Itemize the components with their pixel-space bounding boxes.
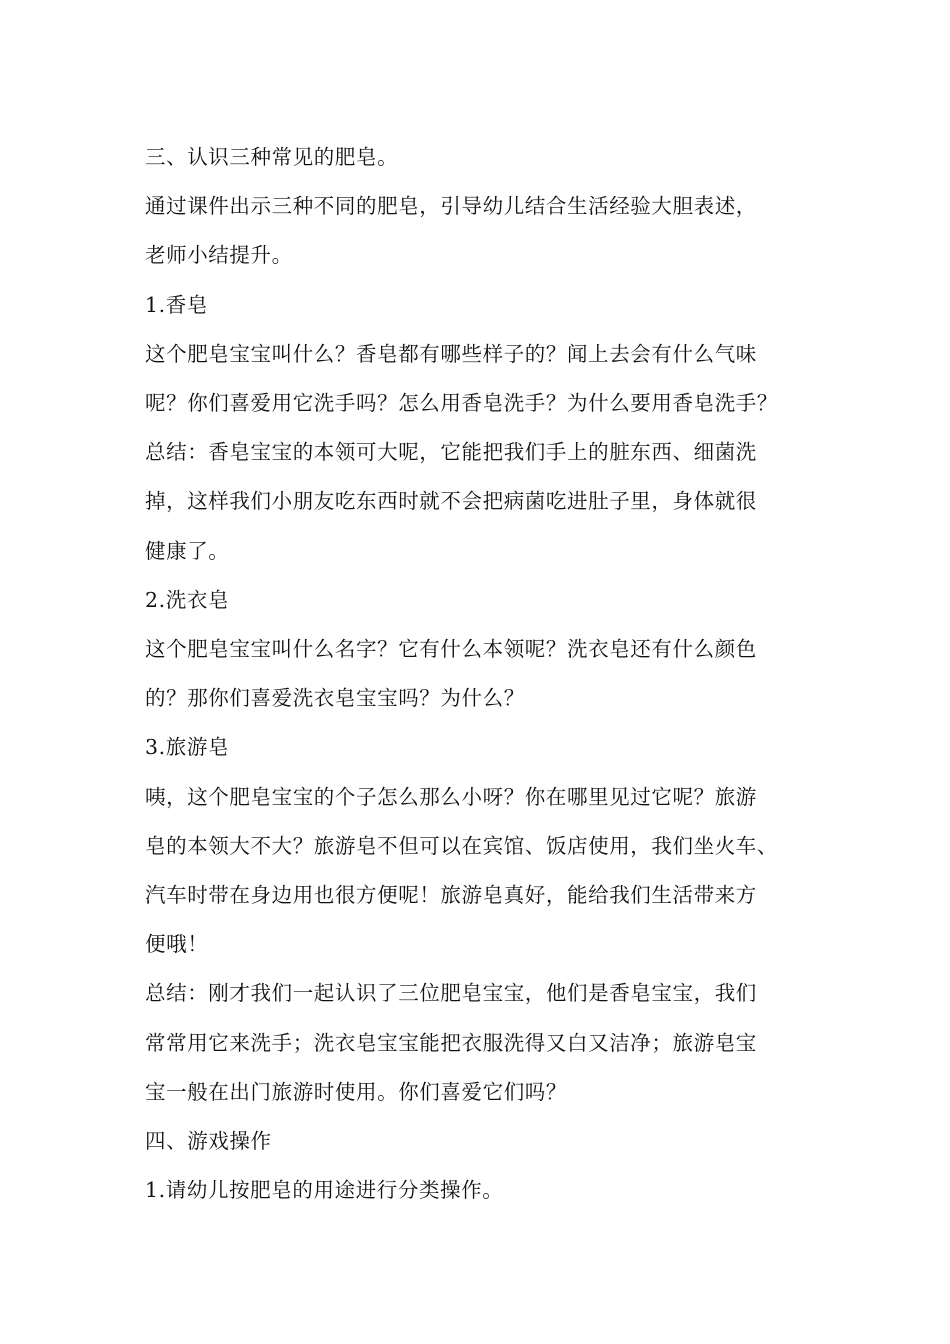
text-line: 总结：刚才我们一起认识了三位肥皂宝宝，他们是香皂宝宝，我们 (145, 981, 757, 1006)
subheading-laundry-soap: 2.洗衣皂 (145, 587, 230, 612)
document-body (145, 133, 825, 1215)
text-line: 皂的本领大不大？旅游皂不但可以在宾馆、饭店使用，我们坐火车、 (145, 833, 778, 858)
text-line: 常常用它来洗手；洗衣皂宝宝能把衣服洗得又白又洁净；旅游皂宝 (145, 1030, 757, 1055)
subheading-soap: 1.香皂 (145, 292, 208, 317)
text-line: 掉，这样我们小朋友吃东西时就不会把病菌吃进肚子里，身体就很 (145, 489, 757, 514)
subheading-travel-soap: 3.旅游皂 (145, 735, 230, 760)
text-line: 1.请幼儿按肥皂的用途进行分类操作。 (145, 1178, 504, 1203)
text-line: 这个肥皂宝宝叫什么名字？它有什么本领呢？洗衣皂还有什么颜色 (145, 637, 757, 662)
text-line: 通过课件出示三种不同的肥皂，引导幼儿结合生活经验大胆表述， (145, 194, 757, 219)
text-line: 宝一般在出门旅游时使用。你们喜爱它们吗？ (145, 1079, 567, 1104)
text-line: 的？那你们喜爱洗衣皂宝宝吗？为什么？ (145, 686, 525, 711)
text-line: 这个肥皂宝宝叫什么？香皂都有哪些样子的？闻上去会有什么气味 (145, 341, 757, 366)
text-line: 呢？你们喜爱用它洗手吗？怎么用香皂洗手？为什么要用香皂洗手？ (145, 391, 778, 416)
text-line: 总结：香皂宝宝的本领可大呢，它能把我们手上的脏东西、细菌洗 (145, 440, 757, 465)
text-line: 健康了。 (145, 538, 230, 563)
text-line: 咦，这个肥皂宝宝的个子怎么那么小呀？你在哪里见过它呢？旅游 (145, 784, 757, 809)
text-line: 便哦！ (145, 932, 209, 957)
section-heading-four: 四、游戏操作 (145, 1129, 272, 1154)
text-line: 汽车时带在身边用也很方便呢！旅游皂真好，能给我们生活带来方 (145, 883, 757, 908)
text-line: 老师小结提升。 (145, 243, 293, 268)
section-heading-three: 三、认识三种常见的肥皂。 (145, 145, 399, 169)
